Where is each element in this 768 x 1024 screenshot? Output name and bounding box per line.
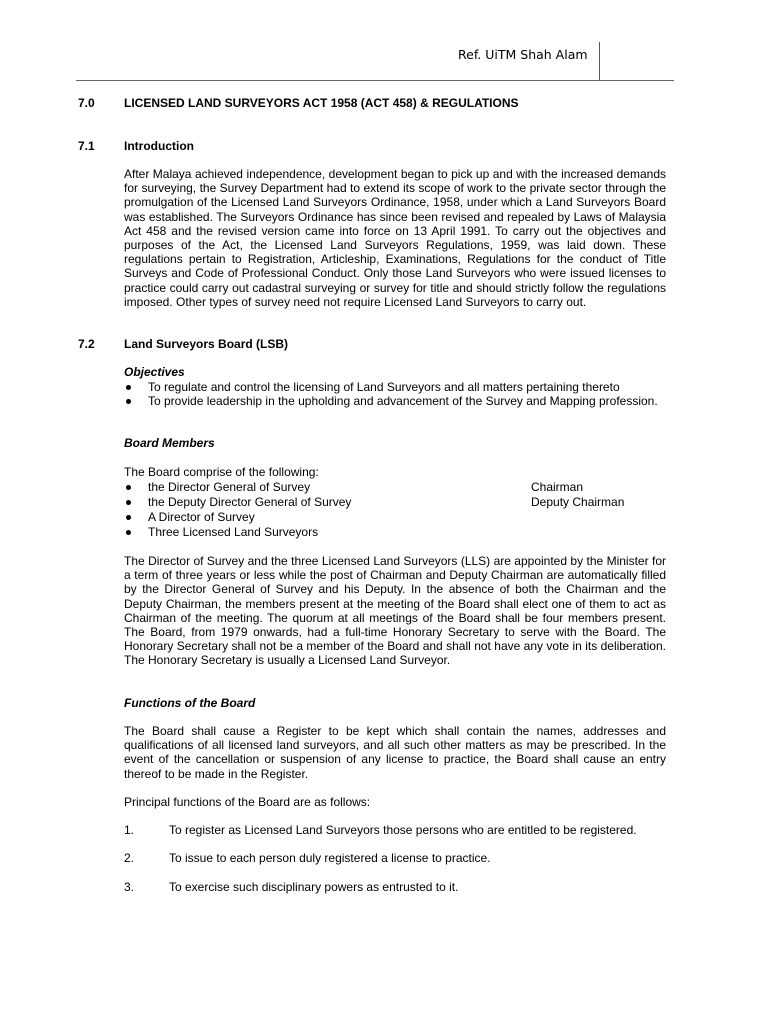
principal-functions-intro: Principal functions of the Board are as follows:	[124, 795, 371, 809]
list-item: the Director General of Survey Chairman	[124, 480, 666, 495]
bullet-icon	[126, 485, 131, 490]
section-title: Land Surveyors Board (LSB)	[124, 337, 289, 351]
bullet-icon	[126, 385, 131, 390]
header-horizontal-rule	[76, 80, 674, 81]
item-number: 3.	[124, 880, 135, 894]
list-item: the Deputy Director General of Survey Deputy Chairman	[124, 495, 666, 510]
functions-heading: Functions of the Board	[124, 696, 256, 710]
member-role: Deputy Chairman	[531, 495, 625, 509]
item-text: To register as Licensed Land Surveyors those persons who are entitled to be registered.	[169, 823, 637, 837]
bullet-icon	[126, 530, 131, 535]
list-item: To provide leadership in the upholding and advancement of the Survey and Mapping profession.	[124, 394, 666, 408]
item-number: 2.	[124, 851, 135, 865]
bullet-icon	[126, 399, 131, 404]
members-list	[124, 480, 666, 540]
list-item: To regulate and control the licensing of Land Surveyors and all matters pertaining thereto	[124, 380, 666, 394]
list-item: A Director of Survey	[124, 510, 666, 525]
introduction-paragraph: After Malaya achieved independence, development began to pick up and with the increased demands for surveying, the Survey Department had to extend its scope of work to the private sector through the promulgation of the Licensed Land Surveyors Ordinance, 1958, under which a Land Surveyors Board was established. The Surveyors Ordinance has since been revised and repealed by Laws of Malaysia Act 458 and the revised version came into force on 13 April 1991. To carry out the objectives and purposes of the Act, the Licensed Land Surveyors Regulations, 1959, was laid down. These regulations pertain to Registration, Articleship, Examinations, Regulations for the conduct of Title Surveys and Code of Professional Conduct. Only those Land Surveyors who were issued licenses to practice could carry out cadastral surveying or survey for title and should strictly follow the regulations imposed. Other types of survey need not require Licensed Land Surveyors to carry out.	[124, 167, 666, 309]
section-number: 7.2	[78, 337, 95, 351]
header-vertical-rule	[599, 42, 600, 81]
section-title: LICENSED LAND SURVEYORS ACT 1958 (ACT 458) & REGULATIONS	[124, 96, 519, 110]
objectives-list	[124, 380, 666, 408]
bullet-icon	[126, 500, 131, 505]
bullet-icon	[126, 515, 131, 520]
header-ref: Ref. UiTM Shah Alam	[458, 47, 588, 62]
members-paragraph: The Director of Survey and the three Licensed Land Surveyors (LLS) are appointed by the Minister for a term of three years or less while the post of Chairman and Deputy Chairman are automatically filled by the Director General of Survey and his Deputy. In the absence of both the Chairman and the Deputy Chairman, the members present at the meeting of the Board shall elect one of them to act as Chairman of the meeting. The quorum at all meetings of the Board shall be four members present. The Board, from 1979 onwards, had a full-time Honorary Secretary to serve with the Board. The Honorary Secretary shall not be a member of the Board and shall not have any vote in its deliberation. The Honorary Secretary is usually a Licensed Land Surveyor.	[124, 554, 666, 668]
section-number: 7.1	[78, 139, 95, 153]
item-number: 1.	[124, 823, 135, 837]
board-members-heading: Board Members	[124, 436, 215, 450]
item-text: To exercise such disciplinary powers as entrusted to it.	[169, 880, 459, 894]
item-text: To issue to each person duly registered a license to practice.	[169, 851, 491, 865]
member-role: Chairman	[531, 480, 584, 494]
functions-paragraph: The Board shall cause a Register to be kept which shall contain the names, addresses and qualifications of all licensed land surveyors, and all such other matters as may be prescribed. In the event of the cancellation or suspension of any license to practice, the Board shall cause an entry thereof to be made in the Register.	[124, 724, 666, 781]
list-item: Three Licensed Land Surveyors	[124, 525, 666, 540]
members-intro: The Board comprise of the following:	[124, 465, 319, 479]
section-number: 7.0	[78, 96, 95, 110]
section-title: Introduction	[124, 139, 194, 153]
objectives-heading: Objectives	[124, 365, 185, 379]
